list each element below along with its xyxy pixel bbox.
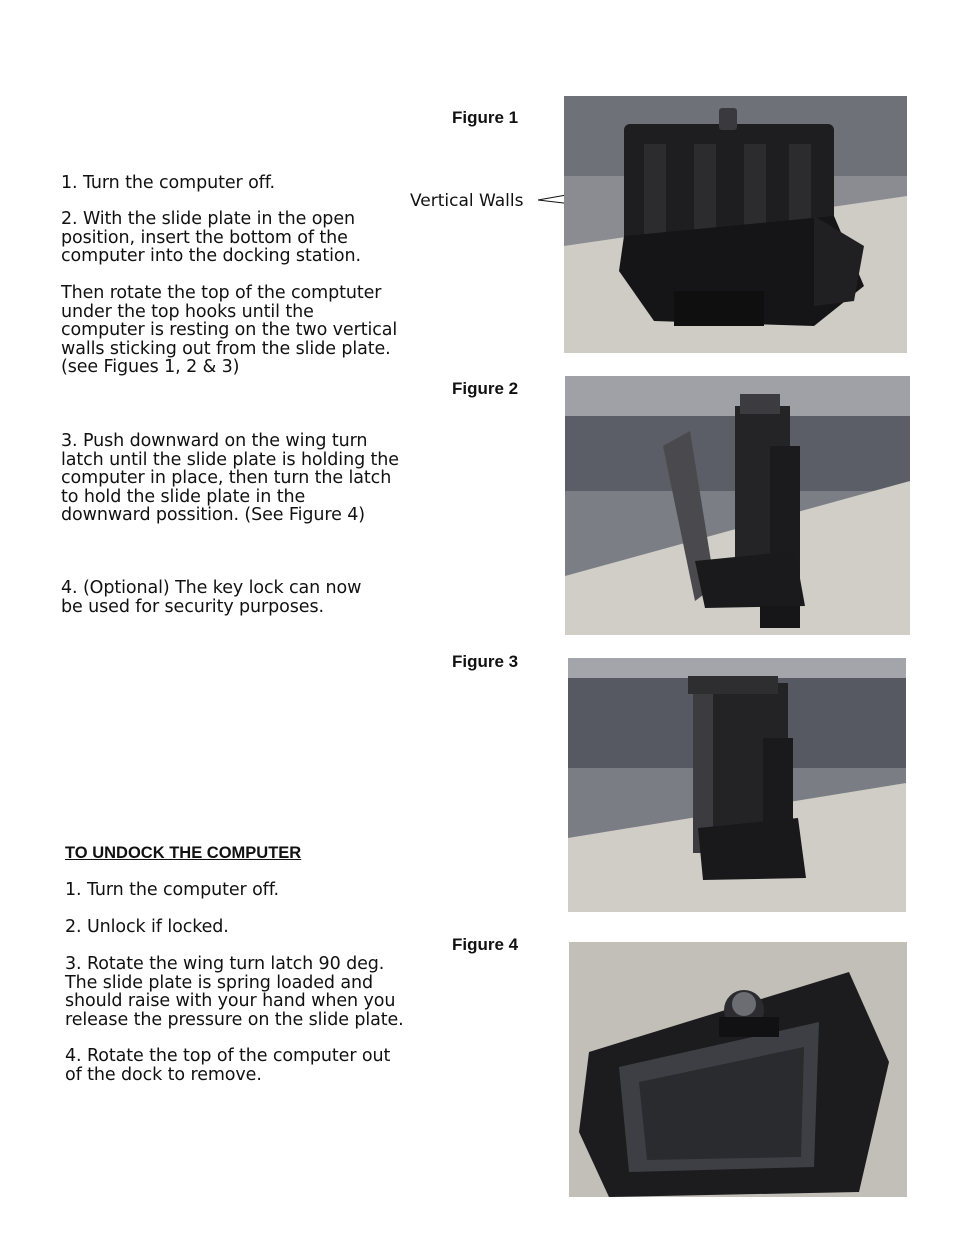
figure-4-label: Figure 4 bbox=[452, 935, 519, 954]
figure-2-photo bbox=[565, 376, 910, 635]
dock-step-2-continued: Then rotate the top of the comptuter under the top hooks until the computer is resting on the two vertical walls sticking out from the slide plate. (see Figues 1, 2 & 3) bbox=[61, 283, 398, 378]
figure-4-photo bbox=[569, 942, 907, 1197]
figure-3-label: Figure 3 bbox=[452, 652, 519, 671]
figure-1-label: Figure 1 bbox=[452, 108, 519, 127]
undock-step-2: 2. Unlock if locked. bbox=[65, 917, 229, 937]
undock-step-4: 4. Rotate the top of the computer out of the dock to remove. bbox=[65, 1046, 391, 1085]
vertical-walls-callout: Vertical Walls bbox=[410, 191, 524, 211]
undock-step-1: 1. Turn the computer off. bbox=[65, 880, 279, 900]
figure-1-photo bbox=[564, 96, 907, 353]
dock-step-4: 4. (Optional) The key lock can now be used for security purposes. bbox=[61, 578, 362, 617]
dock-step-3: 3. Push downward on the wing turn latch until the slide plate is holding the computer in place, then turn the latch to hold the slide plate in the downward possition. (See Figure 4) bbox=[61, 431, 399, 526]
dock-step-2: 2. With the slide plate in the open position, insert the bottom of the computer into the docking station. bbox=[61, 209, 361, 267]
figure-2-label: Figure 2 bbox=[452, 379, 519, 398]
figure-3-photo bbox=[568, 658, 906, 912]
dock-step-1: 1. Turn the computer off. bbox=[61, 173, 275, 193]
undock-heading: TO UNDOCK THE COMPUTER bbox=[65, 844, 302, 862]
undock-step-3: 3. Rotate the wing turn latch 90 deg. The slide plate is spring loaded and should raise with your hand when you release the pressure on the slide plate. bbox=[65, 954, 404, 1030]
